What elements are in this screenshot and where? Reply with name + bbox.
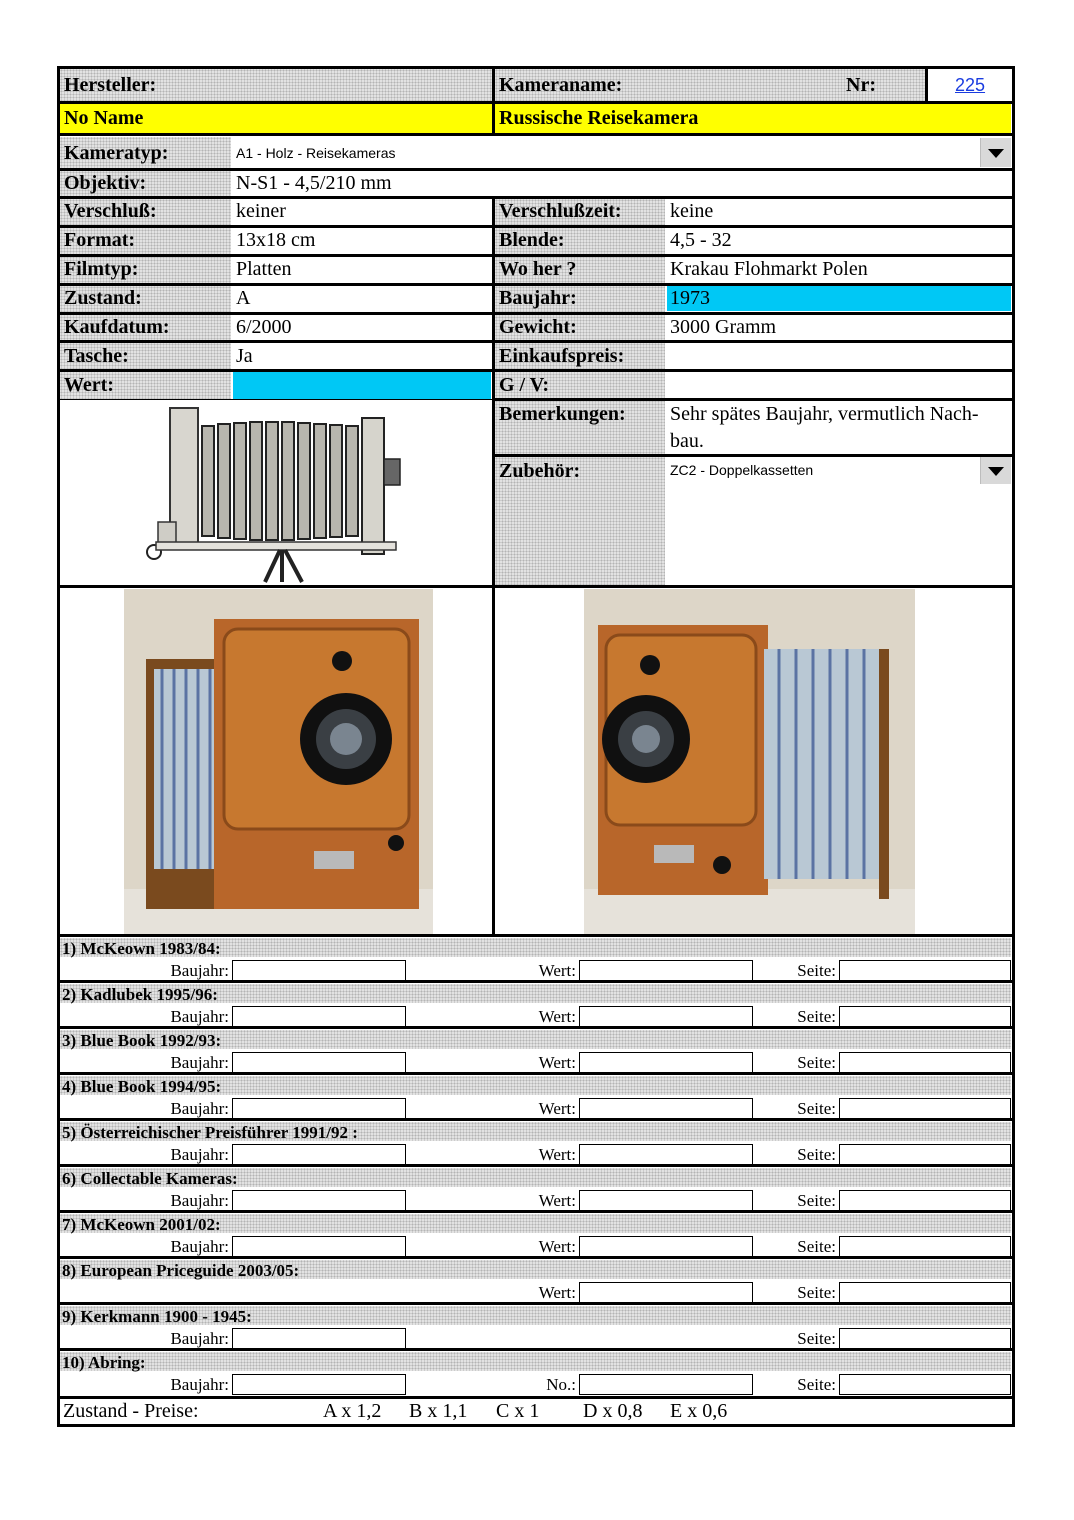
row-label: Zustand: xyxy=(64,287,142,309)
source-title: 10) Abring: xyxy=(62,1353,146,1372)
row-label: Wo her ? xyxy=(499,258,577,280)
source-title: 1) McKeown 1983/84: xyxy=(62,939,221,958)
source-baujahr-field[interactable] xyxy=(232,960,406,981)
zubehoer-dropdown-icon[interactable] xyxy=(980,456,1011,484)
source-field-label: Wert: xyxy=(538,1099,576,1118)
objektiv-label: Objektiv: xyxy=(64,172,147,194)
row-value: Krakau Flohmarkt Polen xyxy=(670,258,868,280)
source-baujahr-field[interactable] xyxy=(232,1328,406,1349)
source-field-label: Wert: xyxy=(538,961,576,980)
source-field-label: Baujahr: xyxy=(170,1099,229,1118)
zubehoer-select[interactable]: ZC2 - Doppelkassetten xyxy=(670,462,814,478)
hersteller-value: No Name xyxy=(64,107,144,129)
preis-factor-c: C x 1 xyxy=(496,1400,540,1422)
camera-photo-front-left xyxy=(584,589,915,934)
source-field-label: Baujahr: xyxy=(170,1329,229,1348)
source-title: 7) McKeown 2001/02: xyxy=(62,1215,221,1234)
source-wert-field[interactable] xyxy=(579,960,753,981)
source-baujahr-field[interactable] xyxy=(232,1144,406,1165)
source-baujahr-field[interactable] xyxy=(232,1098,406,1119)
row-label: Baujahr: xyxy=(499,287,577,309)
source-baujahr-field[interactable] xyxy=(232,1006,406,1027)
source-baujahr-field[interactable] xyxy=(232,1190,406,1211)
source-no-field[interactable] xyxy=(579,1374,753,1395)
row-label: G / V: xyxy=(499,374,550,396)
source-seite-field[interactable] xyxy=(839,1144,1011,1165)
preis-factor-e: E x 0,6 xyxy=(670,1400,728,1422)
source-wert-field[interactable] xyxy=(579,1052,753,1073)
source-baujahr-field[interactable] xyxy=(232,1374,406,1395)
row-label: Tasche: xyxy=(64,345,129,367)
source-field-label: Baujahr: xyxy=(170,1053,229,1072)
source-field-label: Seite: xyxy=(797,1007,836,1026)
source-seite-field[interactable] xyxy=(839,1328,1011,1349)
kameratyp-label: Kameratyp: xyxy=(64,142,169,164)
camera-sketch-image xyxy=(130,404,420,584)
source-field-label: Baujahr: xyxy=(170,1145,229,1164)
source-seite-field[interactable] xyxy=(839,1098,1011,1119)
source-field-label: Wert: xyxy=(538,1283,576,1302)
preis-factor-b: B x 1,1 xyxy=(409,1400,468,1422)
camera-photo-front-right xyxy=(124,589,433,934)
kameraname-label: Kameraname: xyxy=(499,74,623,96)
source-title: 8) European Priceguide 2003/05: xyxy=(62,1261,300,1280)
source-field-label: Wert: xyxy=(538,1007,576,1026)
source-field-label: No.: xyxy=(546,1375,576,1394)
source-title-bar xyxy=(60,1352,1011,1371)
source-field-label: Seite: xyxy=(797,1329,836,1348)
source-seite-field[interactable] xyxy=(839,1282,1011,1303)
kameratyp-select[interactable]: A1 - Holz - Reisekameras xyxy=(236,145,396,161)
source-seite-field[interactable] xyxy=(839,1052,1011,1073)
source-field-label: Seite: xyxy=(797,961,836,980)
source-wert-field[interactable] xyxy=(579,1098,753,1119)
row-label: Kaufdatum: xyxy=(64,316,170,338)
kameraname-value: Russische Reisekamera xyxy=(499,107,699,129)
row-value: 3000 Gramm xyxy=(670,316,777,338)
source-wert-field[interactable] xyxy=(579,1190,753,1211)
zubehoer-label: Zubehör: xyxy=(499,460,581,482)
row-value: A xyxy=(236,287,251,309)
source-seite-field[interactable] xyxy=(839,1190,1011,1211)
row-label: Verschluß: xyxy=(64,200,157,222)
source-baujahr-field[interactable] xyxy=(232,1052,406,1073)
source-field-label: Seite: xyxy=(797,1375,836,1394)
row-value: 1973 xyxy=(670,287,710,309)
source-field-label: Seite: xyxy=(797,1053,836,1072)
source-field-label: Baujahr: xyxy=(170,961,229,980)
preis-factor-d: D x 0,8 xyxy=(583,1400,643,1422)
source-seite-field[interactable] xyxy=(839,1236,1011,1257)
source-wert-field[interactable] xyxy=(579,1006,753,1027)
source-seite-field[interactable] xyxy=(839,1374,1011,1395)
source-title: 4) Blue Book 1994/95: xyxy=(62,1077,222,1096)
zustand-preise-label: Zustand - Preise: xyxy=(63,1400,199,1422)
preis-factor-a: A x 1,2 xyxy=(323,1400,382,1422)
source-field-label: Seite: xyxy=(797,1191,836,1210)
source-field-label: Seite: xyxy=(797,1145,836,1164)
row-label: Wert: xyxy=(64,374,114,396)
kameratyp-dropdown-icon[interactable] xyxy=(980,138,1011,167)
row-label: Format: xyxy=(64,229,136,251)
bemerkungen-label: Bemerkungen: xyxy=(499,403,626,425)
row-value: 6/2000 xyxy=(236,316,292,338)
nr-link[interactable]: 225 xyxy=(955,75,986,95)
source-baujahr-field[interactable] xyxy=(232,1236,406,1257)
source-title: 2) Kadlubek 1995/96: xyxy=(62,985,218,1004)
source-wert-field[interactable] xyxy=(579,1144,753,1165)
source-wert-field[interactable] xyxy=(579,1236,753,1257)
row-value: Ja xyxy=(236,345,253,367)
row-value: keiner xyxy=(236,200,286,222)
row-label: Verschlußzeit: xyxy=(499,200,622,222)
source-field-label: Baujahr: xyxy=(170,1007,229,1026)
row-label: Einkaufspreis: xyxy=(499,345,625,367)
objektiv-value: N-S1 - 4,5/210 mm xyxy=(236,172,392,194)
source-seite-field[interactable] xyxy=(839,1006,1011,1027)
source-field-label: Seite: xyxy=(797,1099,836,1118)
source-title: 5) Österreichischer Preisführer 1991/92 : xyxy=(62,1123,358,1142)
row-label: Blende: xyxy=(499,229,565,251)
row-label: Filmtyp: xyxy=(64,258,139,280)
source-title: 3) Blue Book 1992/93: xyxy=(62,1031,222,1050)
row-value: 4,5 - 32 xyxy=(670,229,732,251)
source-wert-field[interactable] xyxy=(579,1282,753,1303)
bemerkungen-line2: bau. xyxy=(670,430,704,452)
source-field-label: Wert: xyxy=(538,1237,576,1256)
row-value: keine xyxy=(670,200,714,222)
nr-label: Nr: xyxy=(846,74,876,96)
bemerkungen-line1: Sehr spätes Baujahr, vermutlich Nach- xyxy=(670,403,979,425)
source-title: 6) Collectable Kameras: xyxy=(62,1169,238,1188)
hersteller-label: Hersteller: xyxy=(64,74,157,96)
source-title: 9) Kerkmann 1900 - 1945: xyxy=(62,1307,252,1326)
row-value: Platten xyxy=(236,258,292,280)
source-field-label: Baujahr: xyxy=(170,1191,229,1210)
source-field-label: Seite: xyxy=(797,1237,836,1256)
source-field-label: Wert: xyxy=(538,1053,576,1072)
baujahr-highlight xyxy=(667,286,1011,311)
source-field-label: Seite: xyxy=(797,1283,836,1302)
source-field-label: Baujahr: xyxy=(170,1375,229,1394)
row-value: 13x18 cm xyxy=(236,229,316,251)
source-field-label: Wert: xyxy=(538,1191,576,1210)
nr-value[interactable] xyxy=(955,75,985,96)
source-seite-field[interactable] xyxy=(839,960,1011,981)
source-field-label: Wert: xyxy=(538,1145,576,1164)
row-label: Gewicht: xyxy=(499,316,577,338)
wert-highlight xyxy=(233,372,491,399)
source-field-label: Baujahr: xyxy=(170,1237,229,1256)
